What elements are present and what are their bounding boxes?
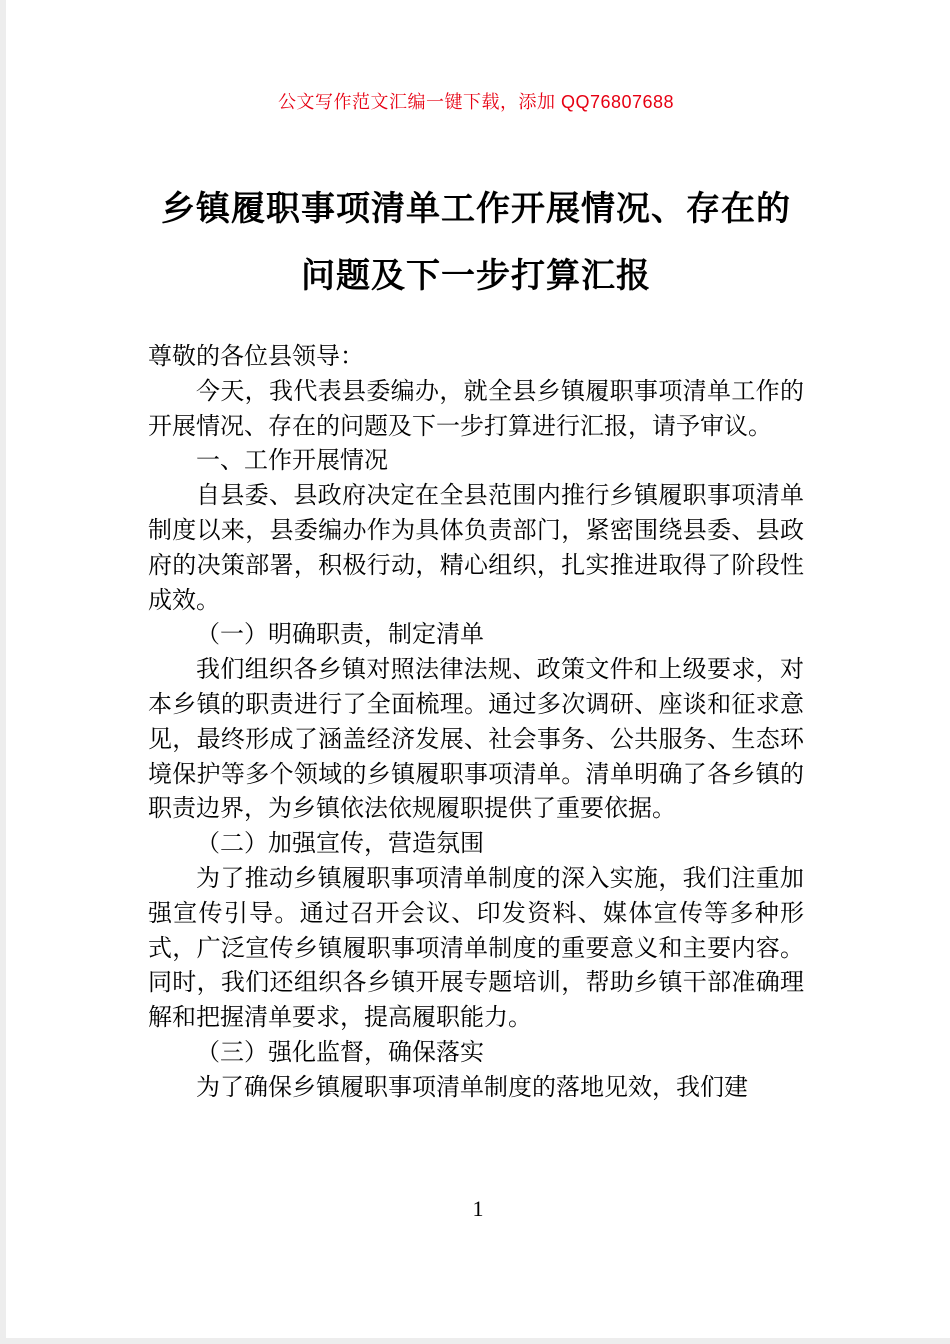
subsection-heading-1-2: （二）加强宣传，营造氛围 bbox=[196, 830, 484, 858]
document-page bbox=[6, 0, 950, 1338]
subsection-heading-1-1: （一）明确职责，制定清单 bbox=[196, 621, 484, 649]
subsection-heading-1-3: （三）强化监督，确保落实 bbox=[196, 1038, 484, 1066]
document-body bbox=[148, 340, 804, 1106]
paragraph-subsection-1-2: 为了推动乡镇履职事项清单制度的深入实施，我们注重加强宣传引导。通过召开会议、印发资料、媒体宣传等多种形式，广泛宣传乡镇履职事项清单制度的重要意义和主要内容。同时，我们还组织各乡镇开展专题培训，帮助乡镇干部准确理解和把握清单要求，提高履职能力。 bbox=[148, 864, 804, 1032]
document-title bbox=[148, 176, 804, 310]
paragraph-subsection-1-1: 我们组织各乡镇对照法律法规、政策文件和上级要求，对本乡镇的职责进行了全面梳理。通过多次调研、座谈和征求意见，最终形成了涵盖经济发展、社会事务、公共服务、生态环境保护等多个领域的乡镇履职事项清单。清单明确了各乡镇的职责边界，为乡镇依法依规履职提供了重要依据。 bbox=[148, 656, 804, 823]
section-heading-1: 一、工作开展情况 bbox=[196, 447, 388, 475]
paragraph-intro: 今天，我代表县委编办，就全县乡镇履职事项清单工作的开展情况、存在的问题及下一步打算进行汇报，请予审议。 bbox=[148, 377, 804, 440]
document-title-line-2: 问题及下一步打算汇报 bbox=[301, 257, 651, 295]
page-number: 1 bbox=[472, 1196, 484, 1221]
document-content bbox=[6, 88, 950, 1106]
paragraph-subsection-1-3: 为了确保乡镇履职事项清单制度的落地见效，我们建 bbox=[196, 1073, 748, 1101]
salutation: 尊敬的各位县领导： bbox=[148, 343, 364, 370]
paragraph-section-1-intro: 自县委、县政府决定在全县范围内推行乡镇履职事项清单制度以来，县委编办作为具体负责部门，紧密围绕县委、县政府的决策部署，积极行动，精心组织，扎实推进取得了阶段性成效。 bbox=[148, 482, 804, 614]
header-promo-notice: 公文写作范文汇编一键下载，添加 QQ76807688 bbox=[277, 92, 675, 112]
document-title-line-1: 乡镇履职事项清单工作开展情况、存在的 bbox=[161, 190, 791, 228]
